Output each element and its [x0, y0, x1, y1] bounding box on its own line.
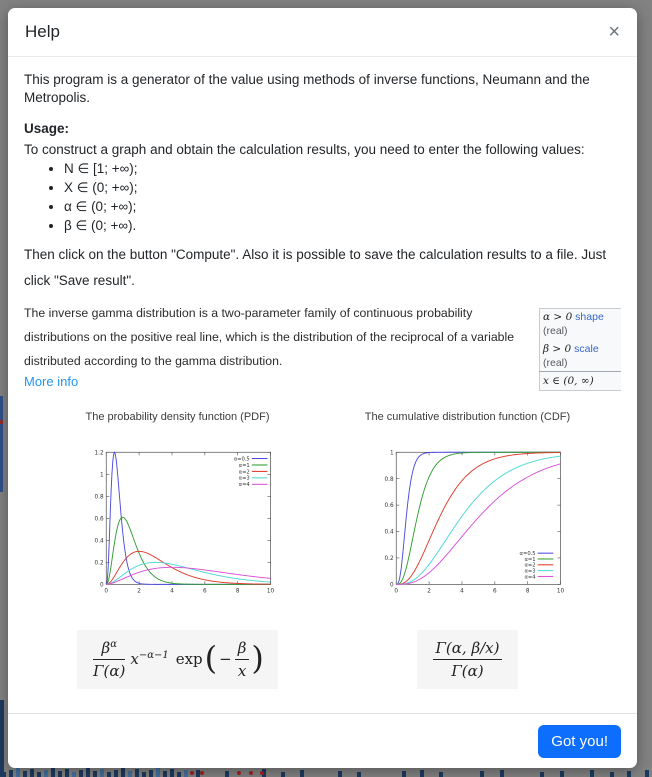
svg-text:0: 0 — [99, 582, 104, 589]
cdf-chart-title: The cumulative distribution function (CDF) — [364, 410, 571, 423]
background-chart-fragment — [0, 700, 4, 777]
infobox-math: α > 0 — [543, 311, 573, 324]
svg-text:1.2: 1.2 — [94, 449, 104, 456]
svg-text:0: 0 — [393, 588, 398, 595]
pdf-formula-column — [57, 630, 299, 689]
svg-text:0.4: 0.4 — [384, 529, 394, 536]
charts-row — [24, 397, 621, 604]
svg-text:4: 4 — [459, 588, 464, 595]
modal-title: Help — [25, 22, 60, 41]
description-row — [24, 302, 621, 391]
background-histogram-strip — [0, 768, 652, 777]
svg-text:0.2: 0.2 — [384, 555, 394, 562]
svg-text:0.8: 0.8 — [94, 493, 104, 500]
help-modal — [8, 8, 637, 768]
right-paren: ) — [251, 638, 264, 677]
scale-link[interactable]: scale — [574, 342, 599, 355]
got-you-button[interactable]: Got you! — [538, 725, 621, 758]
formula-exponent: α — [110, 638, 117, 650]
usage-bullet: • α ∈ (0; +∞); — [64, 199, 621, 215]
cdf-chart — [347, 445, 589, 604]
usage-bullet: • X ∈ (0; +∞); — [64, 180, 621, 196]
infobox-note: (real) — [543, 325, 568, 338]
svg-text:0: 0 — [389, 582, 394, 589]
formula-numerator: Γ(α, β/x) — [433, 639, 503, 660]
svg-text:10: 10 — [266, 588, 274, 595]
svg-text:1: 1 — [389, 449, 394, 456]
more-info-link[interactable]: More info — [24, 373, 79, 389]
svg-text:α=4: α=4 — [238, 481, 250, 488]
svg-text:0.6: 0.6 — [384, 502, 394, 509]
left-paren: ( — [204, 638, 218, 677]
svg-text:α=0.5: α=0.5 — [233, 455, 250, 462]
usage-list — [24, 161, 621, 234]
svg-text:6: 6 — [492, 588, 497, 595]
pdf-formula — [77, 630, 278, 689]
svg-text:α=0.5: α=0.5 — [519, 550, 536, 557]
formula-denominator: x — [237, 661, 247, 680]
formula-symbol: x — [130, 650, 139, 669]
intro-text: This program is a generator of the value using methods of inverse functions, Neumann and the Metropolis. — [24, 72, 590, 106]
svg-text:α=3: α=3 — [238, 475, 250, 482]
svg-text:6: 6 — [202, 588, 207, 595]
formula-symbol: β — [101, 638, 111, 657]
minus-sign: − — [219, 650, 232, 669]
formulas-row — [24, 630, 621, 689]
cdf-formula — [417, 630, 519, 689]
formula-exponent: −α−1 — [138, 650, 169, 662]
pdf-chart — [57, 445, 299, 604]
compute-note: Then click on the button "Compute". Also it is possible to save the calculation results to a file. Just click "Save result". — [24, 247, 607, 289]
modal-body — [8, 57, 637, 713]
svg-text:0.4: 0.4 — [94, 537, 104, 544]
usage-heading: Usage: — [24, 121, 70, 137]
svg-text:10: 10 — [556, 588, 564, 595]
svg-text:0.8: 0.8 — [384, 476, 394, 483]
pdf-chart-title: The probability density function (PDF) — [85, 410, 270, 423]
svg-text:4: 4 — [169, 588, 174, 595]
svg-text:0.2: 0.2 — [94, 560, 104, 567]
distribution-parameters-infobox — [539, 308, 621, 391]
svg-text:α=1: α=1 — [524, 556, 536, 563]
formula-denominator: Γ(α) — [451, 661, 484, 680]
cdf-chart-column — [347, 397, 589, 604]
infobox-math: x ∈ (0, ∞) — [543, 374, 594, 387]
usage-intro: To construct a graph and obtain the calculation results, you need to enter the following values: — [24, 142, 585, 158]
distribution-description: The inverse gamma distribution is a two-parameter family of continuous probability distributions on the positive real line, which is the distribution of the reciprocal of a variable distributed according to the gamma distribution. — [24, 305, 515, 368]
modal-footer — [8, 713, 637, 768]
svg-text:0: 0 — [103, 588, 108, 595]
svg-text:2: 2 — [136, 588, 141, 595]
cdf-formula-column — [347, 630, 589, 689]
svg-text:α=3: α=3 — [524, 568, 536, 575]
formula-exp: exp — [175, 650, 203, 669]
svg-text:2: 2 — [426, 588, 431, 595]
usage-bullet: • N ∈ [1; +∞); — [64, 161, 621, 177]
svg-text:8: 8 — [525, 588, 530, 595]
modal-header — [8, 8, 637, 57]
close-icon[interactable]: × — [608, 21, 620, 43]
infobox-note: (real) — [543, 356, 568, 369]
pdf-chart-column — [57, 397, 299, 604]
svg-text:α=4: α=4 — [524, 573, 536, 580]
shape-link[interactable]: shape — [575, 311, 604, 324]
formula-numerator: β — [235, 639, 250, 660]
usage-bullet: • β ∈ (0; +∞). — [64, 218, 621, 234]
infobox-math: β > 0 — [543, 342, 572, 355]
background-red-dot — [0, 420, 3, 424]
formula-denominator: Γ(α) — [93, 661, 126, 680]
svg-text:α=2: α=2 — [238, 468, 250, 475]
svg-text:α=1: α=1 — [238, 462, 250, 469]
svg-text:α=2: α=2 — [524, 562, 536, 569]
svg-text:0.6: 0.6 — [94, 515, 104, 522]
svg-text:8: 8 — [235, 588, 240, 595]
background-chart-fragment — [0, 396, 3, 492]
svg-text:1: 1 — [99, 471, 104, 478]
